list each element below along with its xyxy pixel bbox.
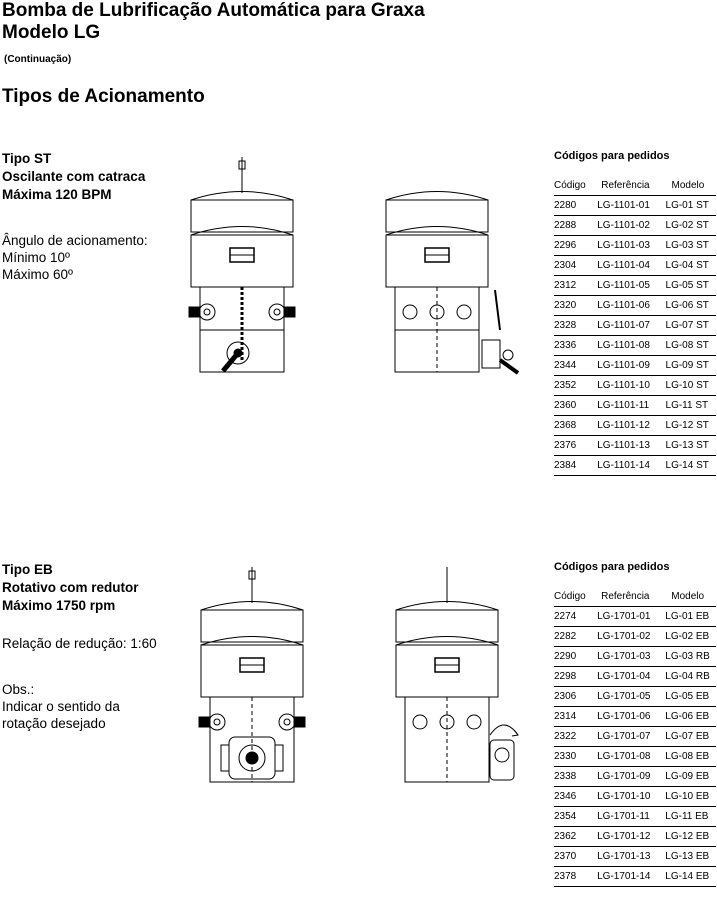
cell-model: LG-10 ST: [666, 376, 716, 396]
table-row: [554, 216, 716, 236]
eb-obs-line: Indicar o sentido da: [2, 699, 120, 714]
eb-title-line: Máximo 1750 rpm: [2, 598, 116, 613]
eb-pump-front-drawing: [195, 565, 310, 790]
table-row: [554, 667, 716, 687]
column-header-modelo: Modelo: [665, 587, 716, 607]
eb-title-block: [2, 561, 139, 615]
cell-reference: LG-1101-12: [591, 416, 665, 436]
page-header: [2, 0, 425, 44]
cell-reference: LG-1701-09: [591, 767, 665, 787]
cell-code: 2376: [554, 436, 591, 456]
column-header-codigo: Código: [554, 587, 591, 607]
cell-reference: LG-1101-03: [591, 236, 665, 256]
cell-code: 2282: [554, 627, 591, 647]
cell-code: 2338: [554, 767, 591, 787]
cell-reference: LG-1101-10: [591, 376, 665, 396]
table-header-row: [554, 587, 716, 607]
st-desc-line: Ângulo de acionamento:: [2, 233, 148, 248]
table-row: [554, 807, 716, 827]
eb-pump-side-drawing: [390, 565, 525, 790]
table-row: [554, 436, 716, 456]
cell-code: 2304: [554, 256, 591, 276]
cell-code: 2306: [554, 687, 591, 707]
table-row: [554, 867, 716, 887]
cell-reference: LG-1701-04: [591, 667, 665, 687]
st-title-line: Tipo ST: [2, 151, 52, 166]
cell-reference: LG-1101-01: [591, 196, 665, 216]
table-row: [554, 256, 716, 276]
table-row: [554, 356, 716, 376]
table-row: [554, 607, 716, 627]
table-row: [554, 707, 716, 727]
cell-reference: LG-1101-04: [591, 256, 665, 276]
st-title-line: Máxima 120 BPM: [2, 187, 112, 202]
eb-obs: [2, 681, 120, 732]
cell-reference: LG-1101-07: [591, 316, 665, 336]
cell-model: LG-07 EB: [665, 727, 716, 747]
table-row: [554, 336, 716, 356]
st-description: [2, 232, 148, 283]
cell-model: LG-14 ST: [666, 456, 716, 476]
cell-code: 2274: [554, 607, 591, 627]
cell-model: LG-07 ST: [666, 316, 716, 336]
st-title-line: Oscilante com catraca: [2, 169, 146, 184]
table-row: [554, 396, 716, 416]
cell-model: LG-04 ST: [666, 256, 716, 276]
table-row: [554, 727, 716, 747]
cell-reference: LG-1101-06: [591, 296, 665, 316]
cell-model: LG-12 ST: [666, 416, 716, 436]
cell-model: LG-08 EB: [665, 747, 716, 767]
cell-reference: LG-1701-08: [591, 747, 665, 767]
cell-model: LG-11 ST: [666, 396, 716, 416]
continuation-label: (Continuação): [4, 54, 72, 65]
cell-reference: LG-1701-13: [591, 847, 665, 867]
cell-code: 2378: [554, 867, 591, 887]
cell-code: 2330: [554, 747, 591, 767]
st-codes-table: [554, 176, 716, 476]
cell-model: LG-13 EB: [665, 847, 716, 867]
cell-model: LG-11 EB: [665, 807, 716, 827]
table-row: [554, 376, 716, 396]
cell-reference: LG-1101-08: [591, 336, 665, 356]
column-header-referencia: Referência: [591, 176, 665, 196]
eb-codes-table: [554, 587, 716, 887]
eb-obs-line: rotação desejado: [2, 716, 106, 731]
cell-reference: LG-1101-02: [591, 216, 665, 236]
cell-reference: LG-1701-10: [591, 787, 665, 807]
cell-model: LG-06 ST: [666, 296, 716, 316]
cell-code: 2346: [554, 787, 591, 807]
cell-code: 2368: [554, 416, 591, 436]
cell-model: LG-14 EB: [665, 867, 716, 887]
table-row: [554, 627, 716, 647]
cell-model: LG-03 ST: [666, 236, 716, 256]
column-header-modelo: Modelo: [666, 176, 716, 196]
page-title-line2: Modelo LG: [2, 22, 101, 43]
table-row: [554, 827, 716, 847]
cell-code: 2344: [554, 356, 591, 376]
page-title-line1: Bomba de Lubrificação Automática para Graxa: [2, 0, 425, 21]
table-row: [554, 196, 716, 216]
st-codes-title: Códigos para pedidos: [554, 150, 670, 162]
table-row: [554, 767, 716, 787]
eb-title-line: Rotativo com redutor: [2, 580, 139, 595]
cell-code: 2280: [554, 196, 591, 216]
cell-reference: LG-1701-03: [591, 647, 665, 667]
table-row: [554, 687, 716, 707]
table-row: [554, 276, 716, 296]
cell-model: LG-02 EB: [665, 627, 716, 647]
table-row: [554, 787, 716, 807]
cell-model: LG-12 EB: [665, 827, 716, 847]
cell-model: LG-05 EB: [665, 687, 716, 707]
cell-code: 2312: [554, 276, 591, 296]
cell-code: 2352: [554, 376, 591, 396]
cell-code: 2336: [554, 336, 591, 356]
table-row: [554, 647, 716, 667]
cell-code: 2360: [554, 396, 591, 416]
cell-model: LG-09 EB: [665, 767, 716, 787]
cell-code: 2298: [554, 667, 591, 687]
section-subtitle: Tipos de Acionamento: [2, 86, 205, 107]
cell-model: LG-01 ST: [666, 196, 716, 216]
cell-code: 2322: [554, 727, 591, 747]
cell-code: 2370: [554, 847, 591, 867]
cell-reference: LG-1701-06: [591, 707, 665, 727]
table-header-row: [554, 176, 716, 196]
column-header-codigo: Código: [554, 176, 591, 196]
cell-reference: LG-1701-07: [591, 727, 665, 747]
cell-code: 2320: [554, 296, 591, 316]
cell-model: LG-08 ST: [666, 336, 716, 356]
cell-code: 2362: [554, 827, 591, 847]
cell-reference: LG-1101-14: [591, 456, 665, 476]
cell-model: LG-10 EB: [665, 787, 716, 807]
cell-code: 2290: [554, 647, 591, 667]
cell-model: LG-05 ST: [666, 276, 716, 296]
eb-codes-title: Códigos para pedidos: [554, 561, 670, 573]
cell-reference: LG-1701-02: [591, 627, 665, 647]
cell-model: LG-04 RB: [665, 667, 716, 687]
st-title-block: [2, 150, 145, 204]
cell-reference: LG-1101-09: [591, 356, 665, 376]
cell-model: LG-01 EB: [665, 607, 716, 627]
eb-obs-line: Obs.:: [2, 682, 35, 697]
cell-reference: LG-1701-14: [591, 867, 665, 887]
cell-code: 2314: [554, 707, 591, 727]
cell-reference: LG-1101-13: [591, 436, 665, 456]
table-row: [554, 236, 716, 256]
table-row: [554, 456, 716, 476]
table-row: [554, 747, 716, 767]
cell-reference: LG-1701-01: [591, 607, 665, 627]
cell-reference: LG-1701-11: [591, 807, 665, 827]
cell-code: 2354: [554, 807, 591, 827]
cell-code: 2384: [554, 456, 591, 476]
cell-model: LG-13 ST: [666, 436, 716, 456]
cell-model: LG-06 EB: [665, 707, 716, 727]
cell-code: 2296: [554, 236, 591, 256]
cell-reference: LG-1101-11: [591, 396, 665, 416]
cell-model: LG-02 ST: [666, 216, 716, 236]
cell-reference: LG-1701-05: [591, 687, 665, 707]
cell-model: LG-09 ST: [666, 356, 716, 376]
table-row: [554, 416, 716, 436]
table-row: [554, 847, 716, 867]
cell-model: LG-03 RB: [665, 647, 716, 667]
cell-reference: LG-1101-05: [591, 276, 665, 296]
st-desc-line: Máximo 60º: [2, 267, 73, 282]
eb-title-line: Tipo EB: [2, 562, 53, 577]
st-desc-line: Mínimo 10º: [2, 250, 70, 265]
table-row: [554, 316, 716, 336]
cell-code: 2288: [554, 216, 591, 236]
st-pump-front-drawing: [185, 155, 300, 380]
st-pump-side-drawing: [380, 155, 520, 380]
column-header-referencia: Referência: [591, 587, 665, 607]
cell-code: 2328: [554, 316, 591, 336]
eb-ratio: Relação de redução: 1:60: [2, 636, 157, 651]
cell-reference: LG-1701-12: [591, 827, 665, 847]
table-row: [554, 296, 716, 316]
